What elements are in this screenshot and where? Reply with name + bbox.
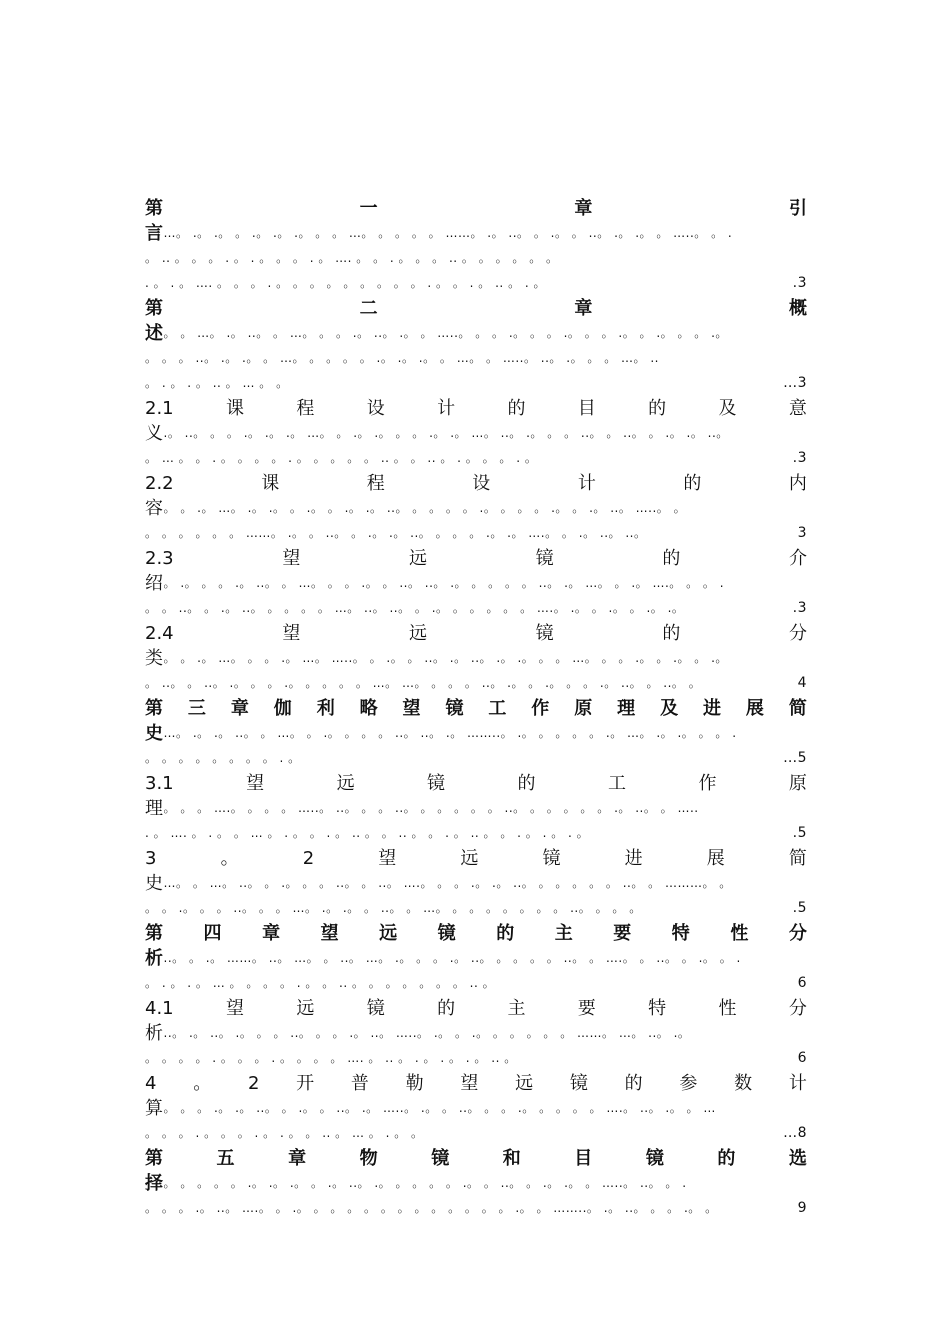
toc-heading-token: 工	[607, 773, 626, 794]
page-number	[805, 796, 807, 821]
dot-leader: . 。 …. 。 . 。 。 … 。 . 。 。 . 。 .. 。 。 .. 。 。 . 。 .. 。 。 . 。 . 。 . 。	[145, 826, 590, 840]
toc-entry-heading	[145, 546, 807, 571]
toc-heading-token: 计	[788, 1073, 807, 1094]
toc-heading-token: 的	[437, 998, 456, 1019]
toc-heading-token: 4.1	[145, 998, 174, 1019]
dot-leader: 。 。 。 . 。 。 。 . 。 . 。 。 .. 。 … 。 . 。 。	[145, 1126, 424, 1140]
toc-heading-token: 要	[577, 998, 596, 1019]
dot-leader: 。 。 。 。 。 .。 .。 .。 。 .。 ..。 .。 。 。 。 。 .。 。 ..。 。 .。 .。 。 …..。 ..。 。 .	[163, 1176, 687, 1190]
toc-heading-token: 望	[282, 623, 301, 644]
toc-heading-token: 略	[359, 698, 378, 719]
toc-heading-token: 章	[262, 923, 281, 944]
dot-leader: 。 。 。 .。 .。 ..。 。 .。 。 ..。 .。 …..。 .。 。 ..。 。 。 .。 。 。 。 。 ….。 ..。 .。 。 …	[163, 1101, 716, 1115]
toc-leader-line	[145, 1171, 807, 1196]
page-number	[805, 496, 807, 521]
toc-heading-token: 。	[220, 848, 239, 869]
toc-heading-token: 望	[282, 548, 301, 569]
toc-heading-token: 程	[366, 473, 385, 494]
toc-heading-token: 镜	[542, 848, 561, 869]
toc-leader-line	[145, 946, 807, 971]
toc-heading-token: 简	[788, 848, 807, 869]
page-number: .3	[792, 600, 807, 616]
toc-heading-token: 利	[316, 698, 335, 719]
toc-heading-token: 镜	[535, 623, 554, 644]
toc-leader-line	[145, 521, 807, 546]
dot-leader: 。 。 .。 …。 .。 .。 。 .。 。 .。 .。 ..。 。 。 。 。 .。 。 。 。 .。 。 .。 ..。 …..。 。	[163, 501, 687, 515]
toc-leader-line	[145, 1096, 807, 1121]
page-number	[805, 221, 807, 246]
toc-entry-heading	[145, 696, 807, 721]
toc-heading-token: 及	[660, 698, 679, 719]
toc-heading-token: 进	[702, 698, 721, 719]
page-number: .3	[792, 275, 807, 291]
toc-heading-token: 镜	[645, 1148, 664, 1169]
toc-heading-token: 远	[460, 848, 479, 869]
page-number	[805, 246, 807, 271]
toc-heading-token: 意	[788, 398, 807, 419]
toc-heading-token: 镜	[431, 1148, 450, 1169]
toc-heading-token: 望	[378, 848, 397, 869]
toc-heading-token: 2.3	[145, 548, 174, 569]
dot-leader: 。 。 。 。 。 。 ……。 .。 。 ..。 。 .。 .。 ..。 。 。 。 .。 .。 ….。 。 .。 ..。 ..。	[145, 526, 647, 540]
toc-heading-token: 望	[460, 1073, 479, 1094]
toc-heading-token: 章	[574, 198, 593, 219]
toc-entry[interactable]	[145, 846, 807, 921]
toc-heading-token: 远	[296, 998, 315, 1019]
dot-leader: 。 。 ..。 。 .。 ..。 。 。 。 。 …。 ..。 ..。 。 .。 。 。 。 。 。 ….。 .。 。 .。 。 .。 .。	[145, 601, 685, 615]
dot-leader: 。 ..。 。 ..。 .。 。 。 .。 。 。 。 。 …。 …。 。 。 。 ..。 .。 。 .。 。 。 .。 ..。 。 ..。 。	[145, 676, 702, 690]
toc-leader-line	[145, 896, 807, 921]
toc-heading-token: 设	[472, 473, 491, 494]
toc-leader-line	[145, 371, 807, 396]
page-number: 9	[797, 1200, 807, 1216]
toc-leader-line	[145, 596, 807, 621]
toc-entry[interactable]	[145, 196, 807, 296]
toc-entry-heading	[145, 621, 807, 646]
toc-heading-token: 的	[648, 398, 667, 419]
toc-heading-token: 分	[789, 623, 807, 644]
toc-leader-line	[145, 571, 807, 596]
toc-heading-tail: 类	[145, 648, 164, 669]
page-number	[805, 346, 807, 371]
table-of-contents	[145, 196, 807, 1221]
page-number	[805, 1096, 807, 1121]
toc-heading-token: 章	[288, 1148, 307, 1169]
toc-leader-line	[145, 721, 807, 746]
toc-leader-line	[145, 271, 807, 296]
toc-heading-tail: 言	[145, 223, 164, 244]
toc-heading-token: 性	[718, 998, 737, 1019]
toc-heading-token: 2	[302, 848, 315, 869]
toc-heading-tail: 容	[145, 498, 164, 519]
toc-heading-token: 参	[679, 1073, 698, 1094]
toc-heading-tail: 史	[145, 723, 164, 744]
toc-heading-token: 2.4	[145, 623, 174, 644]
toc-heading-token: 3.1	[145, 773, 174, 794]
toc-heading-token: 的	[507, 398, 526, 419]
page-number: .3	[792, 450, 807, 466]
toc-heading-token: 的	[662, 548, 681, 569]
dot-leader: 。 。 .。 。 。 ..。 。 。 …。 .。 .。 。 ..。 。 …。 。 。 。 。 。 。 。 ..。 。 。 。	[145, 901, 642, 915]
dot-leader: …。 .。 .。 。 .。 .。 .。 。 。 …。 。 。 。 。 ……。 .。 ..。 。 .。 。 ..。 .。 .。 。 …..。 。 .	[163, 226, 733, 240]
toc-heading-token: 镜	[366, 998, 385, 1019]
toc-entry[interactable]	[145, 296, 807, 396]
toc-heading-tail: 择	[145, 1173, 164, 1194]
toc-heading-token: 2.1	[145, 398, 174, 419]
dot-leader: …。 。 …。 ..。 。 .。 。 。 ..。 。 ..。 ….。 。 。 .。 .。 ..。 。 。 。 。 。 ..。 。 ………。 。	[163, 876, 732, 890]
toc-heading-tail: 绍	[145, 573, 164, 594]
toc-heading-token: 第	[145, 298, 163, 319]
dot-leader: ..。 。 .。 ……。 ..。 …。 。 ..。 …。 .。 。 。 .。 ..。 。 。 。 。 ..。 。 ….。 。 ..。 。 .。 。 .	[163, 951, 741, 965]
toc-heading-token: 望	[402, 698, 421, 719]
toc-entry-heading	[145, 921, 807, 946]
toc-heading-token: 第	[145, 198, 163, 219]
toc-entry[interactable]	[145, 1146, 807, 1221]
toc-leader-line	[145, 971, 807, 996]
toc-leader-line	[145, 821, 807, 846]
toc-heading-token: 作	[698, 773, 717, 794]
toc-entry[interactable]	[145, 621, 807, 696]
page-number	[805, 571, 807, 596]
page-number: …3	[783, 375, 807, 391]
page-number	[805, 946, 807, 971]
page-number: …8	[783, 1125, 807, 1141]
toc-leader-line	[145, 1196, 807, 1221]
toc-heading-token: 伽	[273, 698, 292, 719]
page-number	[805, 1021, 807, 1046]
toc-leader-line	[145, 321, 807, 346]
dot-leader: 。 .。 。 。 .。 ..。 。 …。 。 。 .。 。 ..。 ..。 .。 。 。 。 。 ..。 .。 …。 。 .。 ….。 。 。 .	[163, 576, 725, 590]
toc-heading-token: 的	[517, 773, 536, 794]
toc-heading-token: 镜	[569, 1073, 588, 1094]
page-number	[805, 721, 807, 746]
toc-entry-heading	[145, 1071, 807, 1096]
toc-heading-token: 分	[788, 923, 807, 944]
toc-heading-token: 二	[359, 298, 378, 319]
page-number: 4	[797, 675, 807, 691]
toc-heading-token: 三	[187, 698, 206, 719]
toc-heading-token: 4	[145, 1073, 157, 1094]
toc-heading-token: 镜	[427, 773, 446, 794]
dot-leader: 。 。 .。 …。 。 。 .。 …。 …..。 。 .。 。 ..。 .。 ..。 .。 .。 。 。 …。 。 。 .。 。 .。 。 .。	[163, 651, 728, 665]
toc-heading-token: 主	[554, 923, 573, 944]
toc-heading-tail: 述	[145, 323, 164, 344]
toc-entry[interactable]	[145, 546, 807, 621]
toc-heading-tail: 理	[145, 798, 164, 819]
toc-heading-token: 。	[193, 1073, 212, 1094]
toc-heading-token: 的	[496, 923, 515, 944]
toc-leader-line	[145, 871, 807, 896]
toc-heading-token: 远	[379, 923, 398, 944]
toc-heading-token: 简	[788, 698, 807, 719]
toc-heading-token: 计	[577, 473, 596, 494]
toc-leader-line	[145, 1046, 807, 1071]
toc-heading-token: 远	[408, 548, 427, 569]
toc-heading-tail: 史	[145, 873, 164, 894]
toc-heading-token: 普	[350, 1073, 369, 1094]
dot-leader: 。 .. 。 。 。 . 。 . 。 。 。 . 。 …. 。 。 . 。 。 。 .. 。 。 。 。 。 。	[145, 251, 559, 265]
toc-heading-token: 特	[648, 998, 667, 1019]
toc-heading-token: 四	[203, 923, 222, 944]
toc-heading-token: 3	[145, 848, 157, 869]
toc-entry[interactable]	[145, 696, 807, 771]
dot-leader: 。 。 。 .。 ..。 ….。 。 .。 。 。 。 。 。 。 。 。 。 。 。 。 .。 。 ……..。 .。 ..。 。 。 .。 。	[145, 1201, 718, 1215]
toc-entry[interactable]	[145, 471, 807, 546]
toc-heading-token: 勒	[405, 1073, 424, 1094]
toc-leader-line	[145, 446, 807, 471]
toc-leader-line	[145, 796, 807, 821]
toc-heading-token: 远	[336, 773, 355, 794]
toc-entry-heading	[145, 196, 807, 221]
toc-entry[interactable]	[145, 396, 807, 471]
toc-heading-token: 的	[624, 1073, 643, 1094]
toc-heading-token: 程	[296, 398, 315, 419]
toc-heading-token: 第	[145, 1148, 163, 1169]
toc-entry[interactable]	[145, 996, 807, 1071]
toc-heading-token: 的	[717, 1148, 736, 1169]
toc-heading-token: 内	[788, 473, 807, 494]
toc-heading-token: 的	[683, 473, 702, 494]
toc-entry[interactable]	[145, 771, 807, 846]
toc-heading-token: 数	[734, 1073, 753, 1094]
toc-leader-line	[145, 221, 807, 246]
toc-heading-token: 展	[745, 698, 764, 719]
toc-heading-token: 特	[671, 923, 690, 944]
toc-entry-heading	[145, 296, 807, 321]
toc-entry-heading	[145, 1146, 807, 1171]
toc-heading-token: 镜	[535, 548, 554, 569]
dot-leader: 。 . 。 . 。 .. 。 … 。 。	[145, 376, 289, 390]
toc-leader-line	[145, 496, 807, 521]
toc-heading-token: 进	[624, 848, 643, 869]
dot-leader: 。 。 。 。 . 。 。 。 . 。 。 。 。 …. 。 .. 。 . 。 . 。 . 。 .. 。	[145, 1051, 517, 1065]
page-number: .5	[792, 900, 807, 916]
dot-leader: 。 。 。 。 。 。 。 。 . 。	[145, 751, 301, 765]
toc-heading-tail: 析	[145, 1023, 164, 1044]
toc-leader-line	[145, 1021, 807, 1046]
toc-entry-heading	[145, 396, 807, 421]
toc-heading-token: 目	[574, 1148, 593, 1169]
dot-leader: ..。 .。 ..。 .。 。 。 ..。 。 。 .。 ..。 …..。 .。 。 .。 。 。 。 。 。 ……。 …。 ..。 .。	[163, 1026, 691, 1040]
toc-heading-token: 原	[574, 698, 593, 719]
page-number	[805, 871, 807, 896]
toc-entry-heading	[145, 846, 807, 871]
toc-heading-token: 作	[531, 698, 550, 719]
toc-heading-token: 计	[437, 398, 456, 419]
toc-heading-token: 2	[247, 1073, 260, 1094]
dot-leader: . 。 . 。 …. 。 。 。 . 。 。 。 。 。 。 。 。 。 . 。 。 . 。 .. 。 . 。	[145, 276, 547, 290]
toc-heading-token: 分	[788, 998, 807, 1019]
toc-leader-line	[145, 671, 807, 696]
toc-heading-token: 和	[502, 1148, 521, 1169]
toc-entry-heading	[145, 771, 807, 796]
toc-heading-token: 镜	[437, 923, 456, 944]
toc-leader-line	[145, 746, 807, 771]
toc-leader-line	[145, 246, 807, 271]
toc-heading-token: 一	[359, 198, 378, 219]
page-number	[805, 421, 807, 446]
toc-heading-token: 理	[617, 698, 636, 719]
toc-heading-token: 望	[246, 773, 265, 794]
dot-leader: …。 .。 .。 ..。 。 …。 。 .。 。 。 。 ..。 ..。 .。 ……..。 .。 。 。 。 。 .。 …。 .。 .。 。 。 .	[163, 726, 737, 740]
toc-heading-token: 概	[788, 298, 807, 319]
toc-heading-token: 第	[145, 698, 163, 719]
toc-heading-token: 五	[216, 1148, 235, 1169]
dot-leader: 。 。 。 ….。 。 。 。 …..。 ..。 。 。 ..。 。 。 。 。 。 ..。 。 。 。 。 。 .。 ..。 。 …..	[163, 801, 699, 815]
toc-heading-tail: 算	[145, 1098, 164, 1119]
page-number: 6	[797, 975, 807, 991]
toc-heading-token: 设	[366, 398, 385, 419]
toc-heading-token: 及	[718, 398, 737, 419]
toc-heading-token: 工	[488, 698, 507, 719]
page-number: …5	[783, 750, 807, 766]
toc-heading-token: 性	[730, 923, 749, 944]
toc-entry-heading	[145, 471, 807, 496]
toc-heading-token: 主	[507, 998, 526, 1019]
toc-heading-token: 章	[230, 698, 249, 719]
toc-heading-token: 望	[320, 923, 339, 944]
toc-heading-token: 第	[145, 923, 163, 944]
toc-heading-token: 镜	[445, 698, 464, 719]
dot-leader: .。 ..。 。 。 .。 .。 .。 …。 。 .。 .。 。 。 .。 .。 …。 ..。 .。 。 。 ..。 。 ..。 。 .。 .。 ..。	[163, 426, 729, 440]
toc-leader-line	[145, 1121, 807, 1146]
toc-heading-token: 远	[408, 623, 427, 644]
toc-heading-token: 选	[788, 1148, 807, 1169]
toc-heading-token: 开	[296, 1073, 315, 1094]
toc-heading-token: 远	[515, 1073, 534, 1094]
dot-leader: 。 。 。 ..。 .。 .。 。 …。 。 。 。 。 .。 .。 .。 。 …。 。 …..。 ..。 .。 。 。 …。 ..	[145, 351, 659, 365]
page-number: .5	[792, 825, 807, 841]
toc-heading-token: 的	[662, 623, 681, 644]
page-number	[805, 1171, 807, 1196]
toc-heading-tail: 义	[145, 423, 164, 444]
dot-leader: 。 。 …。 .。 ..。 。 …。 。 。 .。 ..。 .。 。 …..。 。 。 .。 。 。 .。 。 。 .。 。 .。 。 。 .。	[163, 326, 728, 340]
dot-leader: 。 . 。 . 。 … 。 。 。 。 . 。 。 .. 。 。 。 。 。 。 。 .. 。	[145, 976, 496, 990]
toc-heading-token: 课	[261, 473, 280, 494]
page-number: 6	[797, 1050, 807, 1066]
toc-leader-line	[145, 346, 807, 371]
dot-leader: 。 … 。 。 . 。 。 。 。 . 。 。 。 。 。 .. 。 。 .. 。 . 。 。 。 . 。	[145, 451, 538, 465]
toc-heading-token: 课	[226, 398, 244, 419]
page-number	[805, 646, 807, 671]
toc-heading-token: 2.2	[145, 473, 174, 494]
toc-heading-token: 原	[788, 773, 807, 794]
toc-entry-heading	[145, 996, 807, 1021]
toc-leader-line	[145, 421, 807, 446]
toc-heading-token: 章	[574, 298, 593, 319]
toc-leader-line	[145, 646, 807, 671]
toc-heading-token: 望	[226, 998, 244, 1019]
toc-heading-token: 物	[359, 1148, 378, 1169]
toc-heading-token: 展	[706, 848, 725, 869]
page-number	[805, 321, 807, 346]
toc-entry[interactable]	[145, 1071, 807, 1146]
toc-heading-token: 介	[789, 548, 807, 569]
toc-heading-token: 引	[788, 198, 807, 219]
toc-heading-token: 目	[577, 398, 596, 419]
toc-heading-tail: 析	[145, 948, 164, 969]
toc-heading-token: 要	[613, 923, 632, 944]
page-number: 3	[797, 525, 807, 541]
toc-entry[interactable]	[145, 921, 807, 996]
